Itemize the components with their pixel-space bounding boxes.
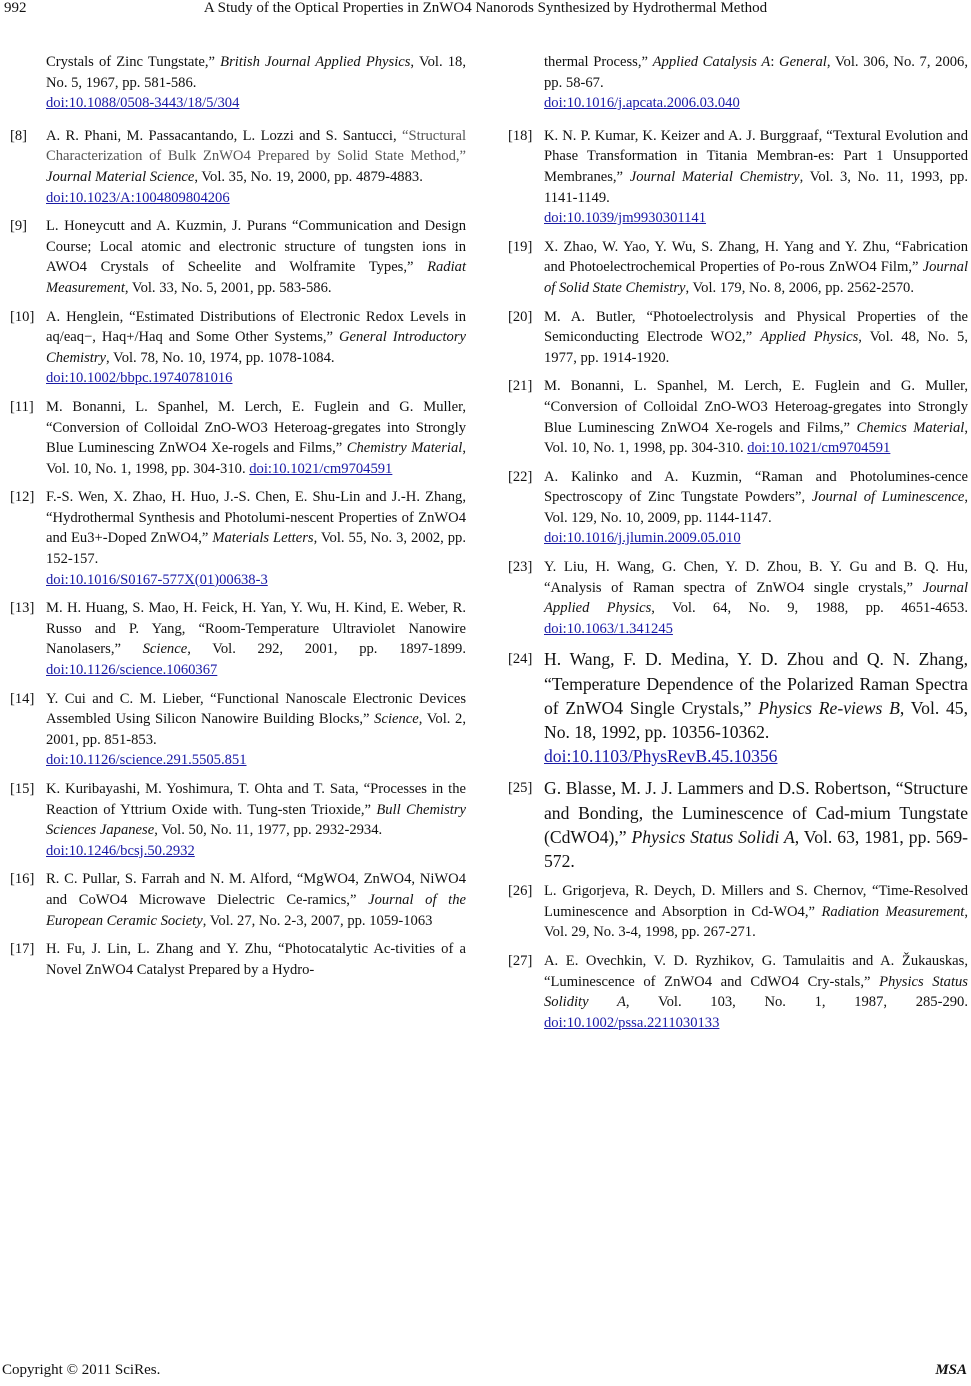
reference-18: [18] K. N. P. Kumar, K. Keizer and A. J. Burggraaf, “Textural Evolution and Phase Transformation in Titania Membran-es: Part 1 Unsupported Membranes,” Journal Material Chemistry, Vol. 3, No. 11, 1993, pp. 1141-1149. doi:10.1039/jm9930301141 xyxy=(508,127,968,227)
running-title: A Study of the Optical Properties in ZnWO4 Nanorods Synthesized by Hydrothermal Method xyxy=(203,0,768,16)
reference-8: [8] A. R. Phani, M. Passacantando, L. Lozzi and S. Santucci, “Structural Characterization of Bulk ZnWO4 Prepared by Solid State Method,” Journal Material Science, Vol. 35, No. 19, 2000, pp. 4879-4883. doi:10.1023/A:1004809804206 xyxy=(10,127,466,206)
reference-14: [14] Y. Cui and C. M. Lieber, “Functional Nanoscale Electronic Devices Assembled Using Silicon Nanowire Building Blocks,” Science, Vol. 2, 2001, pp. 851-853. doi:10.1126/science.291.5505.851 xyxy=(10,690,466,769)
reference-12: [12] F.-S. Wen, X. Zhao, H. Huo, J.-S. Chen, E. Shu-Lin and J.-H. Zhang, “Hydrothermal Synthesis and Photolumi-nescent Properties of ZnWO4 and Eu3+-Doped ZnWO4,” Materials Letters, Vol. 55, No. 3, 2002, pp. 152-157. doi:10.1016/S0167-577X(01)00638-3 xyxy=(10,489,466,588)
reference-20: [20] M. A. Butler, “Photoelectrolysis and Physical Properties of the Semiconducting Electrode WO2,” Applied Physics, Vol. 48, No. 5, 1977, pp. 1914-1920. xyxy=(508,308,968,366)
doi-link[interactable]: doi:10.1021/cm9704591 xyxy=(249,460,393,477)
reference-27: [27] A. E. Ovechkin, V. D. Ryzhikov, G. Tamulaitis and A. Žukauskas, “Luminescence of ZnWO4 and CdWO4 Cry-stals,” Physics Status Solidity A, Vol. 103, No. 1, 1987, 285-290. doi:10.1002/pssa.2211030133 xyxy=(508,953,968,1031)
copyright-notice: Copyright © 2011 SciRes. xyxy=(2,1362,161,1378)
reference-25: [25] G. Blasse, M. J. J. Lammers and D.S. Robertson, “Structure and Bonding, the Luminescence of Cad-mium Tungstate (CdWO4),” Physics Status Solidi A, Vol. 63, 1981, pp. 569-572. xyxy=(508,778,969,872)
reference-11: [11] M. Bonanni, L. Spanhel, M. Lerch, E. Fuglein and G. Muller, “Conversion of Colloidal ZnO-WO3 Heteroag-gregates into Strongly Blue Luminescing ZnWO4 Xe-rogels and Films,” Chemistry Material, Vol. 10, No. 1, 1998, pp. 304-310. doi:10.1021/cm9704591 xyxy=(10,398,466,477)
doi-link[interactable]: doi:10.1246/bcsj.50.2932 xyxy=(46,842,195,859)
reference-22: [22] A. Kalinko and A. Kuzmin, “Raman and Photolumines-cence Spectroscopy of Zinc Tungstate Powders”, Journal of Luminescence, Vol. 129, No. 10, 2009, pp. 1144-1147. doi:10.1016/j.jlumin.2009.05.010 xyxy=(508,468,968,547)
reference-10: [10] A. Henglein, “Estimated Distributions of Electronic Redox Levels in aq/eaq−, Haq+/Haq and Some Other Systems,” General Introductory Chemistry, Vol. 78, No. 10, 1974, pp. 1078-1084. doi:10.1002/bbpc.19740781016 xyxy=(10,308,466,387)
doi-link[interactable]: doi:10.1126/science.291.5505.851 xyxy=(46,752,247,769)
reference-23: [23] Y. Liu, H. Wang, G. Chen, Y. D. Zhou, B. Y. Gu and B. Q. Hu, “Analysis of Raman spectra of ZnWO4 single crystals,” Journal Applied Physics, Vol. 64, No. 9, 1988, pp. 4651-4653. doi:10.1063/1.341245 xyxy=(508,559,968,637)
reference-16: [16] R. C. Pullar, S. Farrah and N. M. Alford, “MgWO4, ZnWO4, NiWO4 and CoWO4 Microwave Dielectric Ce-ramics,” Journal of the European Ceramic Society, Vol. 27, No. 2-3, 2007, pp. 1059-1063 xyxy=(10,871,466,929)
journal-abbrev: MSA xyxy=(935,1362,967,1378)
page-number: 992 xyxy=(4,0,27,16)
doi-link[interactable]: doi:10.1023/A:1004809804206 xyxy=(46,189,230,206)
doi-link[interactable]: doi:10.1016/S0167-577X(01)00638-3 xyxy=(46,571,268,588)
reference-continuation: Crystals of Zinc Tungstate,” British Journal Applied Physics, Vol. 18, No. 5, 1967, pp. 581-586. doi:10.1088/0508-3443/18/5/304 xyxy=(46,54,466,112)
right-column xyxy=(508,52,968,1033)
reference-21: [21] M. Bonanni, L. Spanhel, M. Lerch, E. Fuglein and G. Muller, “Conversion of Colloidal ZnO-WO3 Heteroag-gregates into Strongly Blue Luminescing ZnWO4 Xe-rogels and Films,” Chemics Material, Vol. 10, No. 1, 1998, pp. 304-310. doi:10.1021/cm9704591 xyxy=(508,378,968,457)
reference-26: [26] L. Grigorjeva, R. Deych, D. Millers and S. Chernov, “Time-Resolved Luminescence and Absorption in Cd-WO4,” Radiation Measurement, Vol. 29, No. 3-4, 1998, pp. 267-271. xyxy=(508,883,968,941)
reference-19: [19] X. Zhao, W. Yao, Y. Wu, S. Zhang, H. Yang and Y. Zhu, “Fabrication and Photoelectrochemical Properties of Po-rous ZnWO4 Film,” Journal of Solid State Chemistry, Vol. 179, No. 8, 2006, pp. 2562-2570. xyxy=(508,238,968,296)
doi-link[interactable]: doi:10.1016/j.apcata.2006.03.040 xyxy=(544,95,740,112)
reference-9: [9] L. Honeycutt and A. Kuzmin, J. Purans “Communication and Design Course; Local atomic and electronic structure of tungsten ions in AWO4 Crystals of Scheelite and Wolframite Types,” Radiat Measurement, Vol. 33, No. 5, 2001, pp. 583-586. xyxy=(10,218,466,296)
doi-link[interactable]: doi:10.1002/pssa.2211030133 xyxy=(544,1014,720,1031)
doi-link[interactable]: doi:10.1039/jm9930301141 xyxy=(544,210,707,227)
left-column xyxy=(10,52,466,980)
doi-link[interactable]: doi:10.1126/science.1060367 xyxy=(46,662,218,679)
reference-13: [13] M. H. Huang, S. Mao, H. Feick, H. Yan, Y. Wu, H. Kind, E. Weber, R. Russo and P. Yang, “Room-Temperature Ultraviolet Nanowire Nanolasers,” Science, Vol. 292, 2001, pp. 1897-1899. doi:10.1126/science.1060367 xyxy=(10,600,466,679)
doi-link[interactable]: doi:10.1103/PhysRevB.45.10356 xyxy=(544,746,778,767)
reference-15: [15] K. Kuribayashi, M. Yoshimura, T. Ohta and T. Sata, “Processes in the Reaction of Yttrium Oxide with. Tung-sten Trioxide,” Bull Chemistry Sciences Japanese, Vol. 50, No. 11, 1977, pp. 2932-2934. doi:10.1246/bcsj.50.2932 xyxy=(10,781,466,859)
reference-24: [24] H. Wang, F. D. Medina, Y. D. Zhou and Q. N. Zhang, “Temperature Dependence of the Polarized Raman Spectra of ZnWO4 Single Crystals,” Physics Re-views B, Vol. 45, No. 18, 1992, pp. 10356-10362. doi:10.1103/PhysRevB.45.10356 xyxy=(508,649,968,767)
doi-link[interactable]: doi:10.1021/cm9704591 xyxy=(747,440,891,457)
doi-link[interactable]: doi:10.1063/1.341245 xyxy=(544,620,673,637)
doi-link[interactable]: doi:10.1088/0508-3443/18/5/304 xyxy=(46,95,240,112)
doi-link[interactable]: doi:10.1016/j.jlumin.2009.05.010 xyxy=(544,530,741,547)
reference-17: [17] H. Fu, J. Lin, L. Zhang and Y. Zhu, “Photocatalytic Ac-tivities of a Novel ZnWO4 Catalyst Prepared by a Hydro- xyxy=(10,941,466,978)
page-header xyxy=(0,0,971,24)
doi-link[interactable]: doi:10.1002/bbpc.19740781016 xyxy=(46,370,233,387)
reference-continuation: thermal Process,” Applied Catalysis A: General, Vol. 306, No. 7, 2006, pp. 58-67. doi:10.1016/j.apcata.2006.03.040 xyxy=(544,54,969,112)
